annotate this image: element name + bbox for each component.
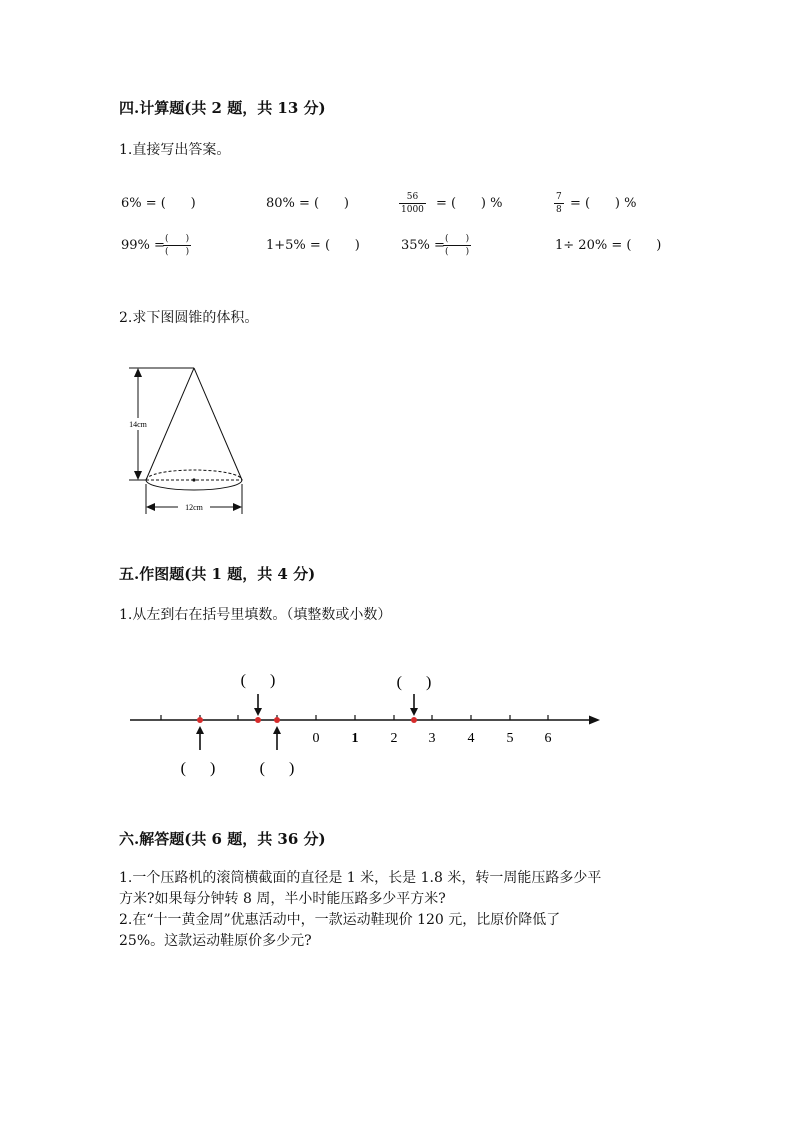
calc-35-percent-lhs: 35% = <box>401 238 445 253</box>
fraction-bar <box>554 203 564 204</box>
marked-point-red <box>197 717 203 723</box>
section-5-title: 五.作图题(共 1 题，共 4 分) <box>119 565 316 583</box>
fraction-denominator-blank: ( ) <box>445 247 470 257</box>
answer-blank-bottom-left: ( ) <box>180 760 216 777</box>
fraction-bar <box>399 203 426 204</box>
arrow-down-head <box>410 708 418 716</box>
question-6-2-line-2: 25%。这款运动鞋原价多少元? <box>119 933 312 949</box>
arrow-up-head <box>273 726 281 734</box>
diameter-arrow-left <box>146 503 155 511</box>
question-6-1-line-2: 方米?如果每分钟转 8 周，半小时能压路多少平方米? <box>119 891 446 907</box>
tick-label-1: 1 <box>351 731 359 746</box>
calc-99-percent-lhs: 99% = <box>121 238 165 253</box>
fraction-blank-35 <box>443 234 471 257</box>
fraction-numerator: 7 <box>556 192 562 202</box>
cone-base-center <box>192 478 195 481</box>
calc-80-percent: 80% = ( ) <box>266 196 349 211</box>
fraction-bar <box>443 245 471 246</box>
section-6-title: 六.解答题(共 6 题，共 36 分) <box>119 830 326 848</box>
tick-label-0: 0 <box>312 731 320 746</box>
fraction-numerator: 56 <box>406 192 419 202</box>
tick-label-4: 4 <box>467 731 475 746</box>
height-arrow-top <box>134 368 142 377</box>
calc-1-div-20-percent: 1÷ 20% = ( ) <box>555 238 662 253</box>
fraction-denominator: 8 <box>556 205 562 215</box>
calc-6-percent: 6% = ( ) <box>121 196 196 211</box>
question-4-1-title: 1.直接写出答案。 <box>119 142 231 158</box>
fraction-7-8 <box>554 192 564 215</box>
fraction-numerator-blank: ( ) <box>165 234 190 244</box>
fraction-denominator: 1000 <box>401 205 424 215</box>
marked-point-red <box>255 717 261 723</box>
cone-figure <box>118 360 258 520</box>
height-label: 14cm <box>129 420 147 429</box>
arrow-down-head <box>254 708 262 716</box>
fraction-numerator-blank: ( ) <box>445 234 470 244</box>
height-arrow-bottom <box>134 471 142 480</box>
tick-label-3: 3 <box>428 731 436 746</box>
calc-7-8-tail: = ( ) % <box>570 196 637 211</box>
diameter-label: 12cm <box>185 503 203 512</box>
number-line-figure <box>120 665 610 785</box>
fraction-56-1000 <box>399 192 426 215</box>
tick-label-6: 6 <box>544 731 552 746</box>
answer-blank-bottom-mid: ( ) <box>259 760 295 777</box>
answer-blank-top-left: ( ) <box>240 672 276 689</box>
calc-56-1000-tail: = ( ) % <box>436 196 503 211</box>
section-4-title: 四.计算题(共 2 题，共 13 分) <box>119 99 326 117</box>
diameter-arrow-right <box>233 503 242 511</box>
cone-right-slant <box>194 368 242 480</box>
calc-1-plus-5-percent: 1+5% = ( ) <box>266 238 360 253</box>
question-4-2-title: 2.求下图圆锥的体积。 <box>119 310 259 326</box>
fraction-blank-99 <box>163 234 191 257</box>
question-6-1-line-1: 1.一个压路机的滚筒横截面的直径是 1 米，长是 1.8 米，转一周能压路多少平 <box>119 870 602 886</box>
fraction-bar <box>163 245 191 246</box>
marked-point-red <box>274 717 280 723</box>
arrow-up-head <box>196 726 204 734</box>
question-5-1-title: 1.从左到右在括号里填数。（填整数或小数） <box>119 607 392 623</box>
question-6-2-line-1: 2.在“十一黄金周”优惠活动中，一款运动鞋现价 120 元，比原价降低了 <box>119 912 561 928</box>
marked-point-red <box>411 717 417 723</box>
tick-label-5: 5 <box>506 731 514 746</box>
answer-blank-top-right: ( ) <box>396 674 432 691</box>
fraction-denominator-blank: ( ) <box>165 247 190 257</box>
tick-label-2: 2 <box>390 731 398 746</box>
number-line-arrowhead <box>589 716 600 725</box>
